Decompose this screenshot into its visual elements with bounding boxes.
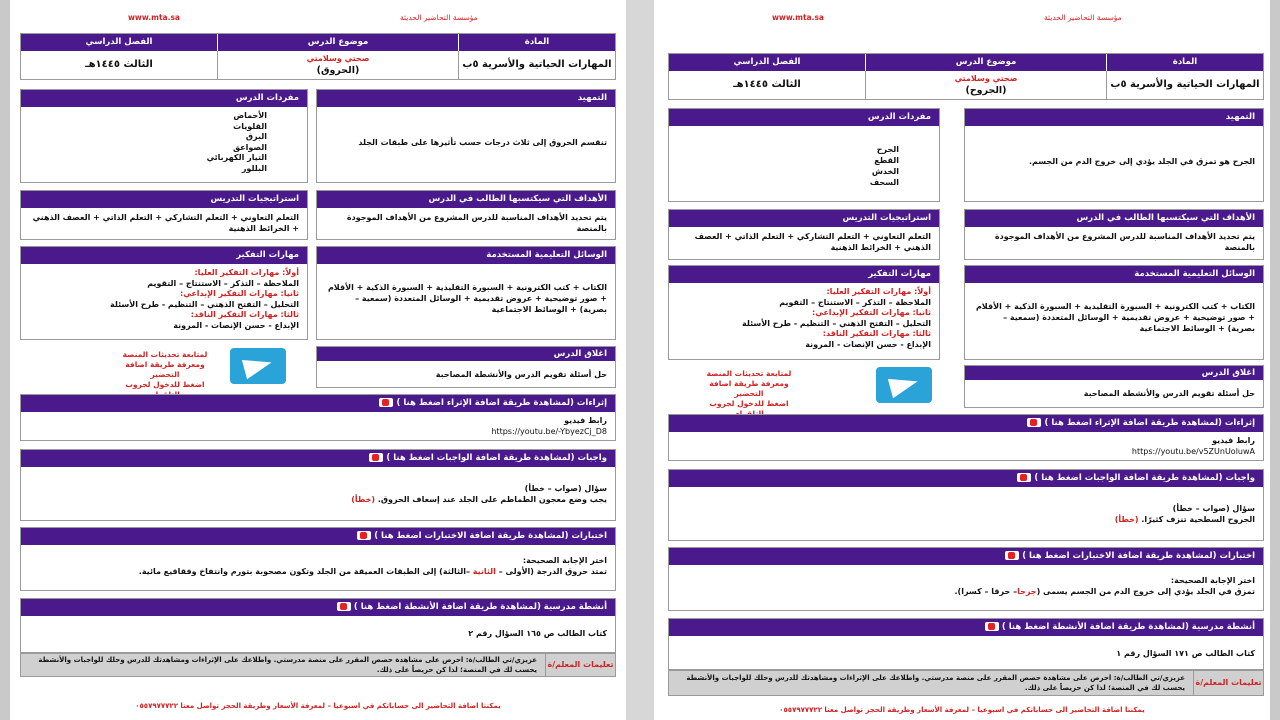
intro-text: تنقسم الحروق إلى ثلاث درجات حسب تأثيرها على طبقات الجلد <box>358 138 607 147</box>
homework-prompt: سؤال (صواب – خطأ) <box>1172 504 1255 513</box>
closing-section <box>964 365 1264 408</box>
goals-text: يتم تحديد الأهداف المناسبة للدرس المشروع من الأهداف الموجودة بالمنصة <box>346 213 607 233</box>
video-link-label: رابط فيديو <box>564 416 607 425</box>
vocab-item: السحف <box>869 178 899 187</box>
lesson-value: (الحروق) <box>316 65 360 76</box>
activity-text: كتاب الطالب ص ١٧١ السؤال رقم ١ <box>1116 649 1255 658</box>
youtube-icon[interactable] <box>337 602 351 611</box>
homework-title[interactable] <box>21 450 615 467</box>
thinking-section <box>20 246 308 340</box>
tools-section <box>964 265 1264 360</box>
vocab-item: الخدش <box>871 167 899 176</box>
vocab-item: الأحماض <box>233 111 267 120</box>
youtube-icon[interactable] <box>379 398 393 407</box>
footer-text: يمكننا اضافة التحاضير الى حساباتكم في اسبوعيا – لمعرفة الأسعار وطريقة الحجز تواصل معنا ٠٥٥٧٩٧٧٧٢٢ <box>779 706 1145 714</box>
telegram-icon[interactable] <box>230 348 286 384</box>
tests-title-text: اختبارات (لمشاهدة طريقة اضافة الاختبارات اضغط هنا ) <box>374 531 607 541</box>
test-answer: الثانية <box>472 567 496 576</box>
thinking-high-text: الملاحظة – التذكر – الاستنتاج – التقويم <box>779 297 931 307</box>
thinking-critical-text: الإبداع - حسن الإنصات - المرونة <box>173 320 299 330</box>
activities-section <box>20 598 616 653</box>
vocab-item: البللور <box>241 163 267 173</box>
telegram-line: ومعرفة طريقة اضافة التحضير <box>125 360 205 379</box>
intro-section <box>316 89 616 183</box>
enrichment-title[interactable] <box>21 395 615 412</box>
thinking-section <box>668 265 940 360</box>
thinking-creative-text: التحليل – التفتح الذهني – التنظيم - طرح الأسئلة <box>742 318 931 328</box>
vocab-section <box>20 89 308 183</box>
unit-value: صحتي وسلامتي <box>306 54 370 63</box>
thinking-critical-text: الإبداع - حسن الإنصات - المرونة <box>805 339 931 349</box>
homework-title-text: واجبات (لمشاهدة طريقة اضافة الواجبات اضغط هنا ) <box>1034 473 1255 483</box>
test-question-end: –الثالثة) إلى الطبقات العميقة من الجلد وتكون مصحوبة بتورم وانتفاخ وفقاقيع مائية. <box>138 567 470 576</box>
goals-text: يتم تحديد الأهداف المناسبة للدرس المشروع من الأهداف الموجودة بالمنصة <box>994 232 1255 252</box>
intro-title: التمهيد <box>965 109 1263 126</box>
enrichment-title-text: إثراءات (لمشاهدة طريقة اضافة الإثراء اضغط هنا ) <box>1044 418 1255 428</box>
strategies-section <box>668 209 940 260</box>
thinking-high-label: أولاً: مهارات التفكير العليا: <box>826 287 931 296</box>
thinking-high-text: الملاحظة – التذكر – الاستنتاج – التقويم <box>147 278 299 288</box>
tests-title-text: اختبارات (لمشاهدة طريقة اضافة الاختبارات اضغط هنا ) <box>1022 551 1255 561</box>
term-value: الثالث ١٤٤٥هـ <box>85 59 153 70</box>
header-term-label: الفصل الدراسي <box>669 54 865 71</box>
enrichment-title[interactable] <box>669 415 1263 432</box>
site-url[interactable]: www.mta.sa <box>772 13 824 22</box>
activities-title[interactable] <box>21 599 615 616</box>
vocab-item: البرق <box>245 132 267 141</box>
tests-section <box>20 527 616 591</box>
tools-title: الوسائل التعليمية المستخدمة <box>317 247 615 264</box>
intro-title: التمهيد <box>317 90 615 107</box>
teacher-notes-label: تعليمات المعلم/ة <box>545 654 615 676</box>
strategies-section <box>20 190 308 240</box>
unit-value: صحتي وسلامتي <box>954 74 1018 83</box>
teacher-notes <box>20 653 616 677</box>
thinking-high-label: أولاً: مهارات التفكير العليا: <box>194 268 299 277</box>
vocab-item: الصواعق <box>232 142 267 152</box>
telegram-link-text[interactable] <box>110 350 220 400</box>
thinking-creative-label: ثانيا: مهارات التفكير الإبداعي: <box>812 308 931 317</box>
youtube-icon[interactable] <box>357 531 371 540</box>
info-table <box>20 33 616 80</box>
vocab-section <box>668 108 940 202</box>
strategies-text: التعلم التعاوني + التعلم التشاركي + التعلم الذاتي + العصف الذهني + الخرائط الذهنية <box>32 213 299 233</box>
closing-title: اغلاق الدرس <box>317 347 615 361</box>
homework-section <box>20 449 616 521</box>
enrichment-section <box>668 414 1264 461</box>
tests-title[interactable] <box>21 528 615 545</box>
header-subject-label: المادة <box>459 34 615 51</box>
vocab-item: التيار الكهربائي <box>206 153 267 162</box>
thinking-creative-text: التحليل – التفتح الذهني – التنظيم - طرح الأسئلة <box>110 299 299 309</box>
org-name: مؤسسة التحاضير الحديثة <box>1044 13 1122 22</box>
enrichment-section <box>20 394 616 441</box>
strategies-title: استراتيجيات التدريس <box>21 191 307 208</box>
tests-section <box>668 547 1264 611</box>
tools-text: الكتاب + كتب الكترونية + السبورة التقليدية + السبورة الذكية + الأقلام + صور توضيحية + عروض تقديمية + الوسائل المتعددة (سمعية – بصرية) + الوسائط الاجتماعية <box>975 302 1255 333</box>
video-url-link[interactable]: https://youtu.be/v5ZUnUoluwA <box>1131 447 1255 456</box>
homework-title[interactable] <box>669 470 1263 487</box>
activities-title[interactable] <box>669 619 1263 636</box>
test-question-start: تمتد حروق الدرجة (الأولى – <box>498 567 607 576</box>
info-table <box>668 53 1264 100</box>
org-name: مؤسسة التحاضير الحديثة <box>400 13 478 22</box>
goals-title: الأهداف التي سيكتسبها الطالب في الدرس <box>965 210 1263 227</box>
document-page-wounds <box>654 0 1270 720</box>
vocab-item: القطع <box>874 156 899 165</box>
telegram-line: ومعرفة طريقة اضافة التحضير <box>709 379 789 398</box>
teacher-notes-text: عزيزي/تي الطالب/ة: احرص على مشاهدة حصص المقرر على منصة مدرستي. واطلاعك على الإثراءات ومشاهدتك للدرس وحلك للواجبات والأنشطة يحسب لك في المنصة؛ لذا كن حريصاً على ذلك. <box>38 656 537 674</box>
header-topic-label: موضوع الدرس <box>217 34 459 51</box>
activities-section <box>668 618 1264 670</box>
tests-title[interactable] <box>669 548 1263 565</box>
youtube-icon[interactable] <box>1005 551 1019 560</box>
goals-section <box>316 190 616 240</box>
test-answer: جرحا <box>1017 587 1037 596</box>
activity-text: كتاب الطالب ص ١٦٥ السؤال رقم ٢ <box>468 629 607 638</box>
youtube-icon[interactable] <box>1017 473 1031 482</box>
thinking-critical-label: ثالثا: مهارات التفكير الناقد: <box>822 329 931 338</box>
activities-title-text: أنشطة مدرسية (لمشاهدة طريقة اضافة الأنشطة اضغط هنا ) <box>1001 622 1255 632</box>
teacher-notes-text: عزيزي/تي الطالب/ة: احرص على مشاهدة حصص المقرر على منصة مدرستي. واطلاعك على الإثراءات ومشاهدتك للدرس وحلك للواجبات والأنشطة يحسب لك في المنصة؛ لذا كن حريصاً على ذلك. <box>686 674 1185 692</box>
homework-section <box>668 469 1264 541</box>
goals-section <box>964 209 1264 260</box>
intro-text: الجرح هو تمزق في الجلد يؤدي إلى خروج الدم من الجسم. <box>1028 157 1255 166</box>
header-subject-label: المادة <box>1107 54 1263 71</box>
test-question-end: – حرقا – كسرا). <box>954 587 1018 596</box>
test-prompt: اختر الإجابة الصحيحة: <box>522 556 607 565</box>
vocab-title: مفردات الدرس <box>21 90 307 107</box>
telegram-icon[interactable] <box>876 367 932 403</box>
video-link-label: رابط فيديو <box>1212 436 1255 445</box>
telegram-line: اضغط للدخول لجروب <box>709 399 789 408</box>
test-prompt: اختر الإجابة الصحيحة: <box>1170 576 1255 585</box>
video-url-link[interactable]: https://youtu.be/-YbyezCj_D8 <box>491 427 607 436</box>
goals-title: الأهداف التي سيكتسبها الطالب في الدرس <box>317 191 615 208</box>
homework-question: الجروح السطحية تنزف كثيرًا. <box>1141 515 1255 524</box>
vocab-item: الجرح <box>876 145 899 154</box>
closing-text: حل أسئلة تقويم الدرس والأنشطة المصاحبة <box>435 370 607 379</box>
telegram-line: لمتابعة تحديثات المنصة <box>706 369 792 378</box>
tools-text: الكتاب + كتب الكترونية + السبورة التقليدية + السبورة الذكية + الأقلام + صور توضيحية + عروض تقديمية + الوسائل المتعددة (سمعية – بصرية) + الوسائط الاجتماعية <box>327 283 607 314</box>
thinking-title: مهارات التفكير <box>669 266 939 283</box>
tools-title: الوسائل التعليمية المستخدمة <box>965 266 1263 283</box>
enrichment-title-text: إثراءات (لمشاهدة طريقة اضافة الإثراء اضغط هنا ) <box>396 398 607 408</box>
page-gap <box>626 0 654 720</box>
thinking-title: مهارات التفكير <box>21 247 307 264</box>
subject-value: المهارات الحياتية والأسرية ٥ب <box>462 59 612 70</box>
telegram-line: لمتابعة تحديثات المنصة <box>122 350 208 359</box>
closing-title: اغلاق الدرس <box>965 366 1263 380</box>
closing-text: حل أسئلة تقويم الدرس والأنشطة المصاحبة <box>1083 389 1255 398</box>
thinking-critical-label: ثالثا: مهارات التفكير الناقد: <box>190 310 299 319</box>
youtube-icon[interactable] <box>985 622 999 631</box>
intro-section <box>964 108 1264 202</box>
closing-section <box>316 346 616 388</box>
subject-value: المهارات الحياتية والأسرية ٥ب <box>1110 79 1260 90</box>
youtube-icon[interactable] <box>1027 418 1041 427</box>
homework-answer: (خطأ) <box>1114 515 1139 524</box>
telegram-link-text[interactable] <box>694 369 804 419</box>
youtube-icon[interactable] <box>369 453 383 462</box>
footer-text: يمكننا اضافة التحاضير الى حساباتكم في اسبوعيا – لمعرفة الأسعار وطريقة الحجز تواصل معنا ٠٥٥٧٩٧٧٧٢٢ <box>135 702 501 710</box>
strategies-title: استراتيجيات التدريس <box>669 210 939 227</box>
lesson-value: (الجروح) <box>965 85 1007 96</box>
teacher-notes <box>668 670 1264 696</box>
document-page-burns <box>10 0 626 720</box>
test-question-start: تمزق في الجلد يؤدي إلى خروج الدم من الجسم يسمى ( <box>1036 587 1255 596</box>
homework-question: يجب وضع معجون الطماطم على الجلد عند إسعاف الحروق. <box>377 495 607 504</box>
term-value: الثالث ١٤٤٥هـ <box>733 79 801 90</box>
vocab-title: مفردات الدرس <box>669 109 939 126</box>
strategies-text: التعلم التعاوني + التعلم التشاركي + التعلم الذاتي + العصف الذهني + الخرائط الذهنية <box>694 232 931 252</box>
tools-section <box>316 246 616 340</box>
header-topic-label: موضوع الدرس <box>865 54 1107 71</box>
homework-answer: (خطأ) <box>351 495 376 504</box>
header-term-label: الفصل الدراسي <box>21 34 217 51</box>
thinking-creative-label: ثانيا: مهارات التفكير الإبداعي: <box>180 289 299 298</box>
homework-prompt: سؤال (صواب – خطأ) <box>524 484 607 493</box>
telegram-line: اضغط للدخول لجروب <box>125 380 205 389</box>
teacher-notes-label: تعليمات المعلم/ة <box>1193 671 1263 695</box>
activities-title-text: أنشطة مدرسية (لمشاهدة طريقة اضافة الأنشطة اضغط هنا ) <box>353 602 607 612</box>
site-url[interactable]: www.mta.sa <box>128 13 180 22</box>
vocab-item: القلويات <box>233 121 267 131</box>
homework-title-text: واجبات (لمشاهدة طريقة اضافة الواجبات اضغط هنا ) <box>386 453 607 463</box>
